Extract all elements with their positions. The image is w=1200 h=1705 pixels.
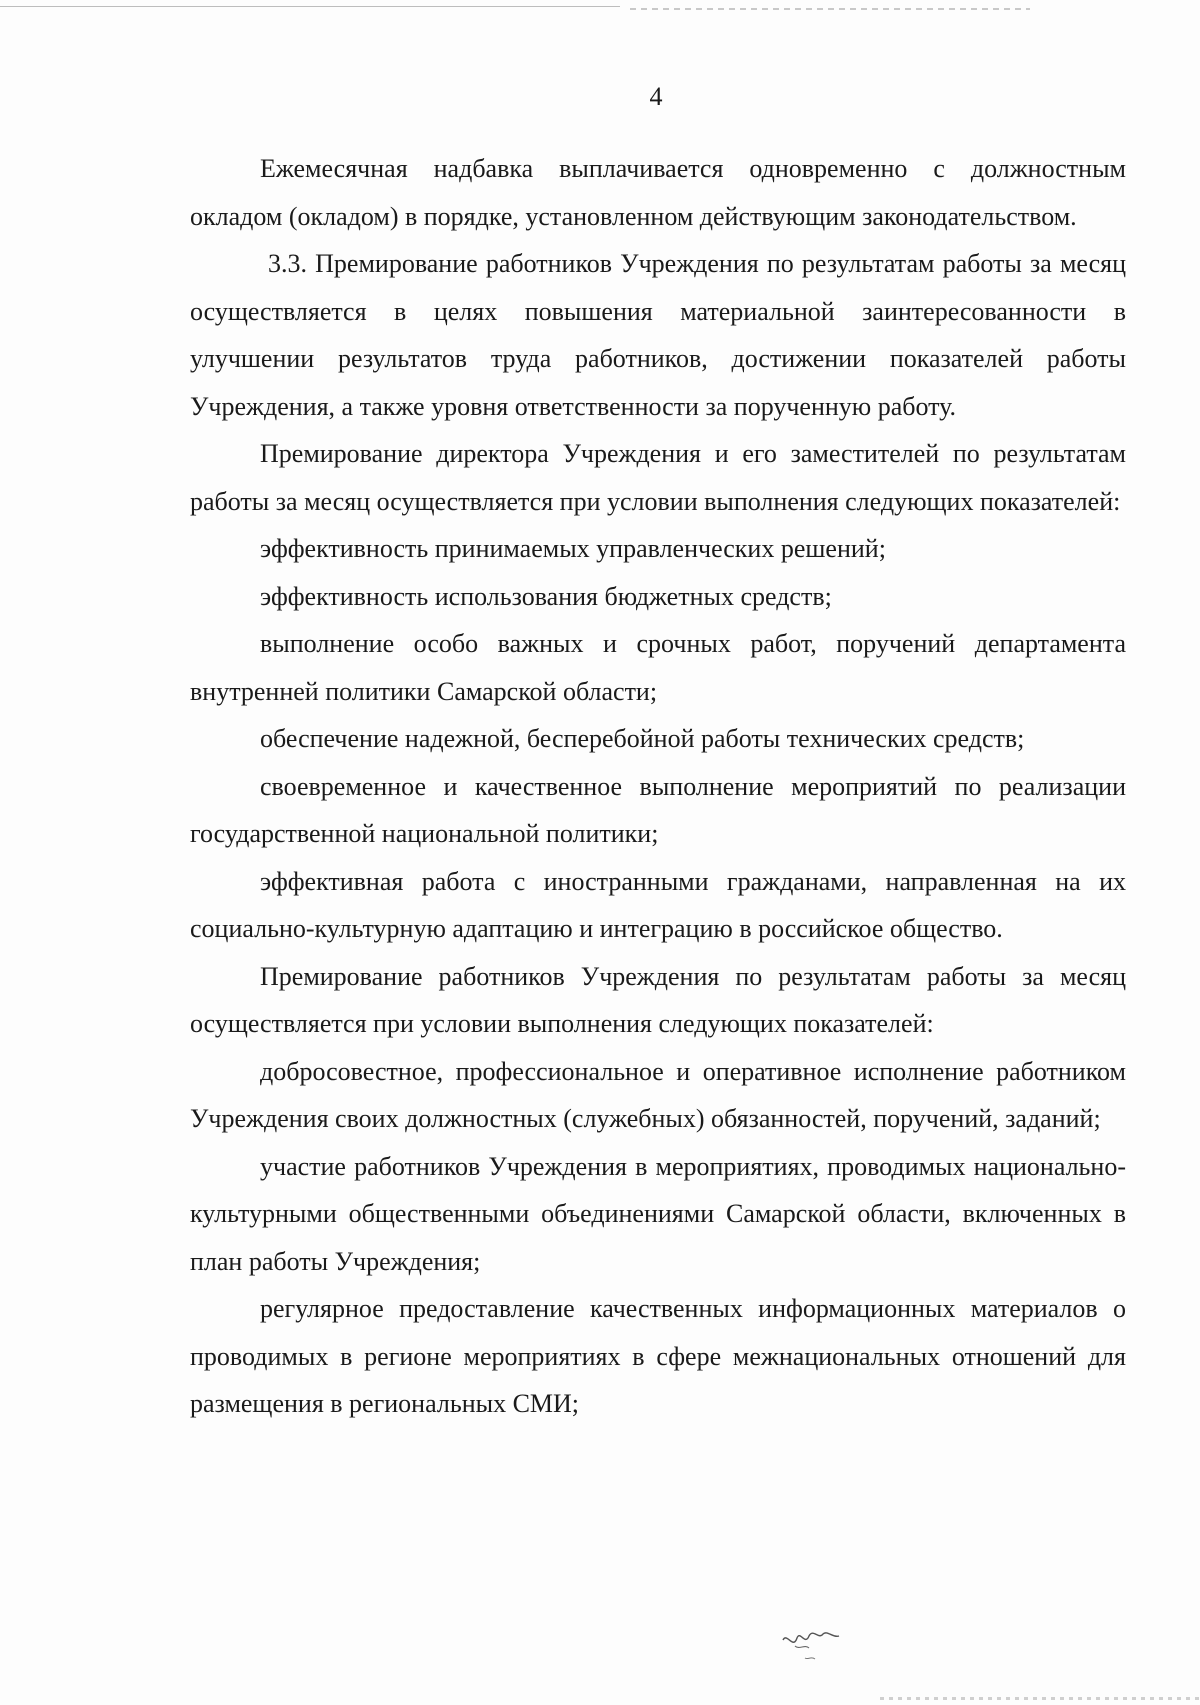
scan-edge-line — [630, 8, 1030, 10]
list-item: регулярное предоставление качественных информационных материалов о проводимых в регионе мероприятиях в сфере межнациональных отношений для размещения в региональных СМИ; — [190, 1294, 1126, 1418]
scan-edge-line — [880, 1697, 1200, 1700]
document-body — [190, 145, 1126, 1428]
list-item: выполнение особо важных и срочных работ, поручений департамента внутренней политики Самарской области; — [190, 629, 1126, 706]
scan-edge-line — [0, 6, 620, 7]
section-paragraph: 3.3. Премирование работников Учреждения по результатам работы за месяц осуществляется в целях повышения материальной заинтересованности в улучшении результатов труда работников, достижении показателей работы Учреждения, а также уровня ответственности за порученную работу. — [190, 249, 1126, 421]
list-item: эффективность принимаемых управленческих решений; — [260, 534, 886, 563]
list-item: своевременное и качественное выполнение мероприятий по реализации государственной национальной политики; — [190, 771, 1126, 848]
list-item: эффективность использования бюджетных средств; — [260, 581, 832, 611]
list-item: обеспечение надежной, бесперебойной работы технических средств; — [260, 724, 1025, 753]
list-item: эффективная работа с иностранными гражданами, направленная на их социально-культурную адаптацию и интеграцию в российское общество. — [190, 866, 1126, 943]
paragraph: Премирование работников Учреждения по результатам работы за месяц осуществляется при условии выполнения следующих показателей: — [190, 961, 1126, 1038]
paragraph: Премирование директора Учреждения и его заместителей по результатам работы за месяц осуществляется при условии выполнения следующих показателей: — [190, 439, 1126, 516]
list-item: участие работников Учреждения в мероприятиях, проводимых национально-культурными общественными объединениями Самарской области, включенных в план работы Учреждения; — [190, 1151, 1126, 1276]
page-number: 4 — [649, 82, 663, 111]
handwritten-signature — [775, 1610, 845, 1670]
list-item: добросовестное, профессиональное и оперативное исполнение работником Учреждения своих должностных (служебных) обязанностей, поручений, заданий; — [190, 1056, 1126, 1133]
paragraph: Ежемесячная надбавка выплачивается одновременно с должностным окладом (окладом) в порядке, установленном действующим законодательством. — [190, 154, 1126, 231]
